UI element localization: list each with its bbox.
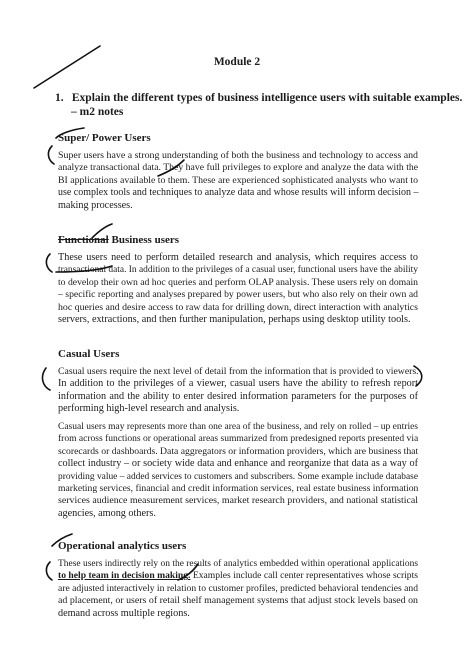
paragraph-line: agencies, among others. [58, 507, 156, 519]
section-heading-super-users: Super/ Power Users [58, 132, 151, 144]
heading-remainder: Business users [108, 234, 180, 246]
section-heading-functional-users [58, 234, 179, 246]
pen-bracket-mark [48, 146, 54, 164]
paragraph-line: collect industry – or society wide data and enhance and reorganize that data as a way of [58, 458, 418, 470]
section-paragraph-operational-users [58, 558, 418, 620]
paragraph-line: – specific reporting and analyses prepared by power users, but who also rely on their own ad [58, 289, 418, 301]
paragraph-line: BI applications available to them. These are experienced sophisticated analysts who want to [58, 174, 418, 186]
paragraph-line: to develop their own ad hoc queries and perform OLAP analysis. These users rely on domain [58, 276, 418, 288]
question-line [55, 92, 463, 106]
page-title: Module 2 [213, 56, 261, 68]
paragraph-line: servers, extractions, and then further manipulation, perhaps using desktop utility tools. [58, 314, 411, 326]
paragraph-line [58, 570, 418, 582]
emphasized-phrase: to help team in decision making. [58, 570, 191, 582]
section-paragraph-casual-users-1 [58, 366, 418, 416]
paragraph-line: analyze transactional data. They have full privileges to explore and analyze the data with the [58, 162, 419, 174]
section-heading-operational-users: Operational analytics users [58, 540, 187, 552]
paragraph-line: are adjusted interactively in relation to customer profiles, predicted behavioral tendencies and [58, 582, 418, 594]
paragraph-line: services audience measurement services, market research providers, and national statistical [58, 495, 418, 507]
pen-bracket-mark [43, 368, 50, 390]
pen-bracket-mark [46, 254, 52, 272]
paragraph-line: transactional data. In addition to the privileges of a casual user, functional users have the ability [58, 265, 418, 276]
paragraph-line: Super users have a strong understanding of both the business and technology to access and [58, 150, 418, 161]
section-paragraph-super-users [58, 150, 418, 212]
struck-heading-word: Functional [58, 234, 109, 246]
paragraph-line: making processes. [58, 199, 133, 211]
pen-bracket-mark [46, 562, 52, 580]
paragraph-line: ad placement, or users of retail shelf management systems that adjust stock levels based on [58, 595, 418, 607]
question-note: – m2 notes [71, 105, 124, 118]
paragraph-line: Casual users require the next level of detail from the information that is provided to viewers. [58, 366, 419, 377]
paragraph-line: demand across multiple regions. [58, 607, 190, 619]
paragraph-line: providing value – added services to customers and subscribers. Some example include database [58, 471, 418, 482]
section-heading-casual-users: Casual Users [58, 348, 120, 360]
paragraph-line: from across functions or operational areas summarized from predesigned reports presented via [58, 433, 419, 445]
paragraph-line: Casual users may represents more than one area of the business, and rely on rolled – up entries [58, 422, 418, 432]
paragraph-line: hoc queries and desire access to raw data for drilling down, direct interaction with analytics [58, 301, 418, 313]
paragraph-line: performing high-level research and analysis. [58, 403, 240, 415]
section-paragraph-functional-users [58, 252, 418, 326]
line-remainder: Examples include call center representatives whose scripts [190, 570, 418, 582]
question-text: Explain the different types of business intelligence users with suitable examples. [71, 92, 463, 104]
paragraph-line: use complex tools and techniques to analyze data and whose results will inform decision – [58, 187, 419, 199]
question [55, 92, 463, 119]
paragraph-line: information and the ability to enter desired information parameters for the purposes of [58, 390, 418, 402]
paragraph-line: These users need to perform detailed research and analysis, which requires access to [58, 252, 418, 263]
paragraph-line: These users indirectly rely on the results of analytics embedded within operational applications [58, 559, 418, 569]
paragraph-line: marketing services, financial and credit information services, real estate business information [58, 483, 419, 495]
question-number: 1. [55, 92, 64, 104]
section-paragraph-casual-users-2 [58, 421, 418, 520]
paragraph-line: In addition to the privileges of a viewer, casual users have the ability to refresh report [58, 378, 418, 390]
paragraph-line: scorecards or dashboards. Data aggregators or information providers, which are business that [58, 445, 419, 457]
